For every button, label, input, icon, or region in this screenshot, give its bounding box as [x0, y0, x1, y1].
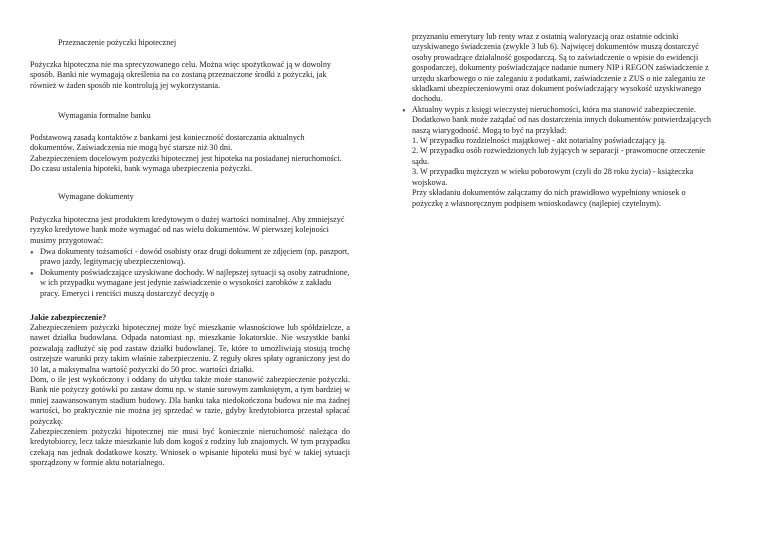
list-item-3: 3. W przypadku mężczyzn w wieku poborowym (czyli do 28 roku życia) - książeczka wojskowa. [412, 167, 694, 187]
list-item: ● Dwa dokumenty tożsamości - dowód osobisty oraz drugi dokument ze zdjęciem (np. paszport, prawo jazdy, legitymację ubezpieczeniową). [30, 247, 350, 267]
list-item: ● Aktualny wypis z księgi wieczystej nieruchomości, która ma stanowić zabezpieczenie. [402, 105, 712, 115]
document-bullets [30, 247, 350, 299]
right-body [402, 32, 712, 209]
list-item-1: 1. W przypadku rozdzielności majątkowej - akt notarialny poświadczający ją. [412, 136, 667, 146]
list-item: ● Dokumenty poświadczające uzyskiwane dochody. W najlepszej sytuacji są osoby zatrudnione, w ich przypadku wymagane jest jedynie zaświadczenie o wysokości zarobków z zakładu pracy. Emeryci i renciści muszą dostarczyć decyzję o [30, 267, 350, 298]
paragraph-collateral-3: Zabezpieczeniem pożyczki hipotecznej nie musi być koniecznie nieruchomość należąca do kredytobiorcy, lecz także mieszkanie lub dom kogoś z rodziny lub znajomych. W tym przypadku czekają nas jednak dodatkowe koszty. Wniosek o wpisanie hipoteki musi być w takiej sytuacji sporządzony w formie aktu notarialnego. [30, 427, 350, 468]
paragraph-additional: Dodatkowo bank może zażądać od nas dostarczenia innych dokumentów potwierdzających naszą wiarygodność. Mogą to być na przykład: [412, 115, 711, 135]
bullet-icon: ● [30, 250, 34, 256]
heading-documents: Wymagane dokumenty [58, 192, 134, 201]
bullet-icon: ● [30, 270, 34, 277]
collateral-body [30, 323, 350, 469]
paragraph-continuation: przyznaniu emerytury lub renty wraz z ostatnią waloryzacją oraz ostatnie odcinki uzyskiwanego świadczenia (zwykle 3 lub 6). Najwięcej dokumentów muszą dostarczyć osoby prowadzące działalność gospodarczą. Są to zaświadczenie o wpisie do ewidencji gospodarczej, dokumenty poświadczające nadanie numery NIP i REGON zaświadczenie z urzędu skarbowego o nie zaleganiu z podatkami, zaświadczenie z ZUS o nie zaleganiu ze składkami ubezpieczeniowymi oraz dokument poświadczający wysokość uzyskiwanego dochodu. [412, 32, 709, 104]
bullet-icon: ● [402, 107, 406, 114]
heading-requirements: Wymagania formalne banku [58, 111, 151, 120]
paragraph-collateral-1: Zabezpieczeniem pożyczki hipotecznej może być mieszkanie własnościowe lub spółdzielcze, a nawet działka budowlana. Odpada natomiast np. mieszkanie lokatorskie. Nie wszystkie banki pozwalają zadłużyć się pod zastaw działki budowlanej. Te, które to umożliwiają stosują trochę ostrzejsze warunki przy takim właśnie zabezpieczeniu. Z reguły okres spłaty ograniczony jest do 10 lat, a maksymalna wartość pożyczki do 50 proc. wartości działki. [30, 323, 350, 374]
paragraph-closing: Przy składaniu dokumentów załączamy do nich prawidłowo wypełniony wniosek o pożyczkę z własnoręcznym podpisem wnioskodawcy (najlepiej czytelnym). [412, 188, 686, 208]
heading-collateral: Jakie zabezpieczenie? [30, 313, 107, 322]
right-bullets [402, 105, 712, 115]
heading-purpose: Przeznaczenie pożyczki hipotecznej [58, 38, 177, 47]
paragraph-documents: Pożyczka hipoteczna jest produktem kredytowym o dużej wartości nominalnej. Aby zmniejszyć ryzyko kredytowe bank może wymagać od nas wielu dokumentów. W pierwszej kolejności musimy przygotować: [30, 215, 345, 245]
paragraph-requirements-1: Podstawową zasadą kontaktów z bankami jest konieczność dostarczania aktualnych dokumentów. Zaświadczenia nie mogą być starsze niż 30 dni. [30, 133, 305, 153]
paragraph-requirements-2: Zabezpieczeniem docelowym pożyczki hipotecznej jest hipoteka na posiadanej nieruchomości. Do czasu ustalenia hipoteki, bank wymaga ubezpieczenia pożyczki. [30, 154, 342, 174]
paragraph-collateral-2: Dom, o ile jest wykończony i oddany do użytku także może stanowić zabezpieczenie pożyczki. Bank nie pożyczy gotówki po zastaw domu np. w stanie surowym zamkniętym, a tym bardziej w mniej zaawansowanym stadium budowy. Dla banku taka niedokończona budowa nie ma żadnej wartości, bo praktycznie nie można jej sprzedać w razie, gdyby kredytobiorca przestał spłacać pożyczkę. [30, 375, 350, 426]
paragraph-purpose: Pożyczka hipoteczna nie ma sprecyzowanego celu. Można więc spożytkować ją w dowolny sposób. Banki nie wymagają określenia na co zostaną przeznaczone środki z pożyczki, jak również w żaden sposób nie kontrolują jej wykorzystania. [30, 60, 332, 90]
list-item-2: 2. W przypadku osób rozwiedzionych lub żyjących w separacji - prawomocne orzeczenie sądu. [412, 146, 705, 166]
